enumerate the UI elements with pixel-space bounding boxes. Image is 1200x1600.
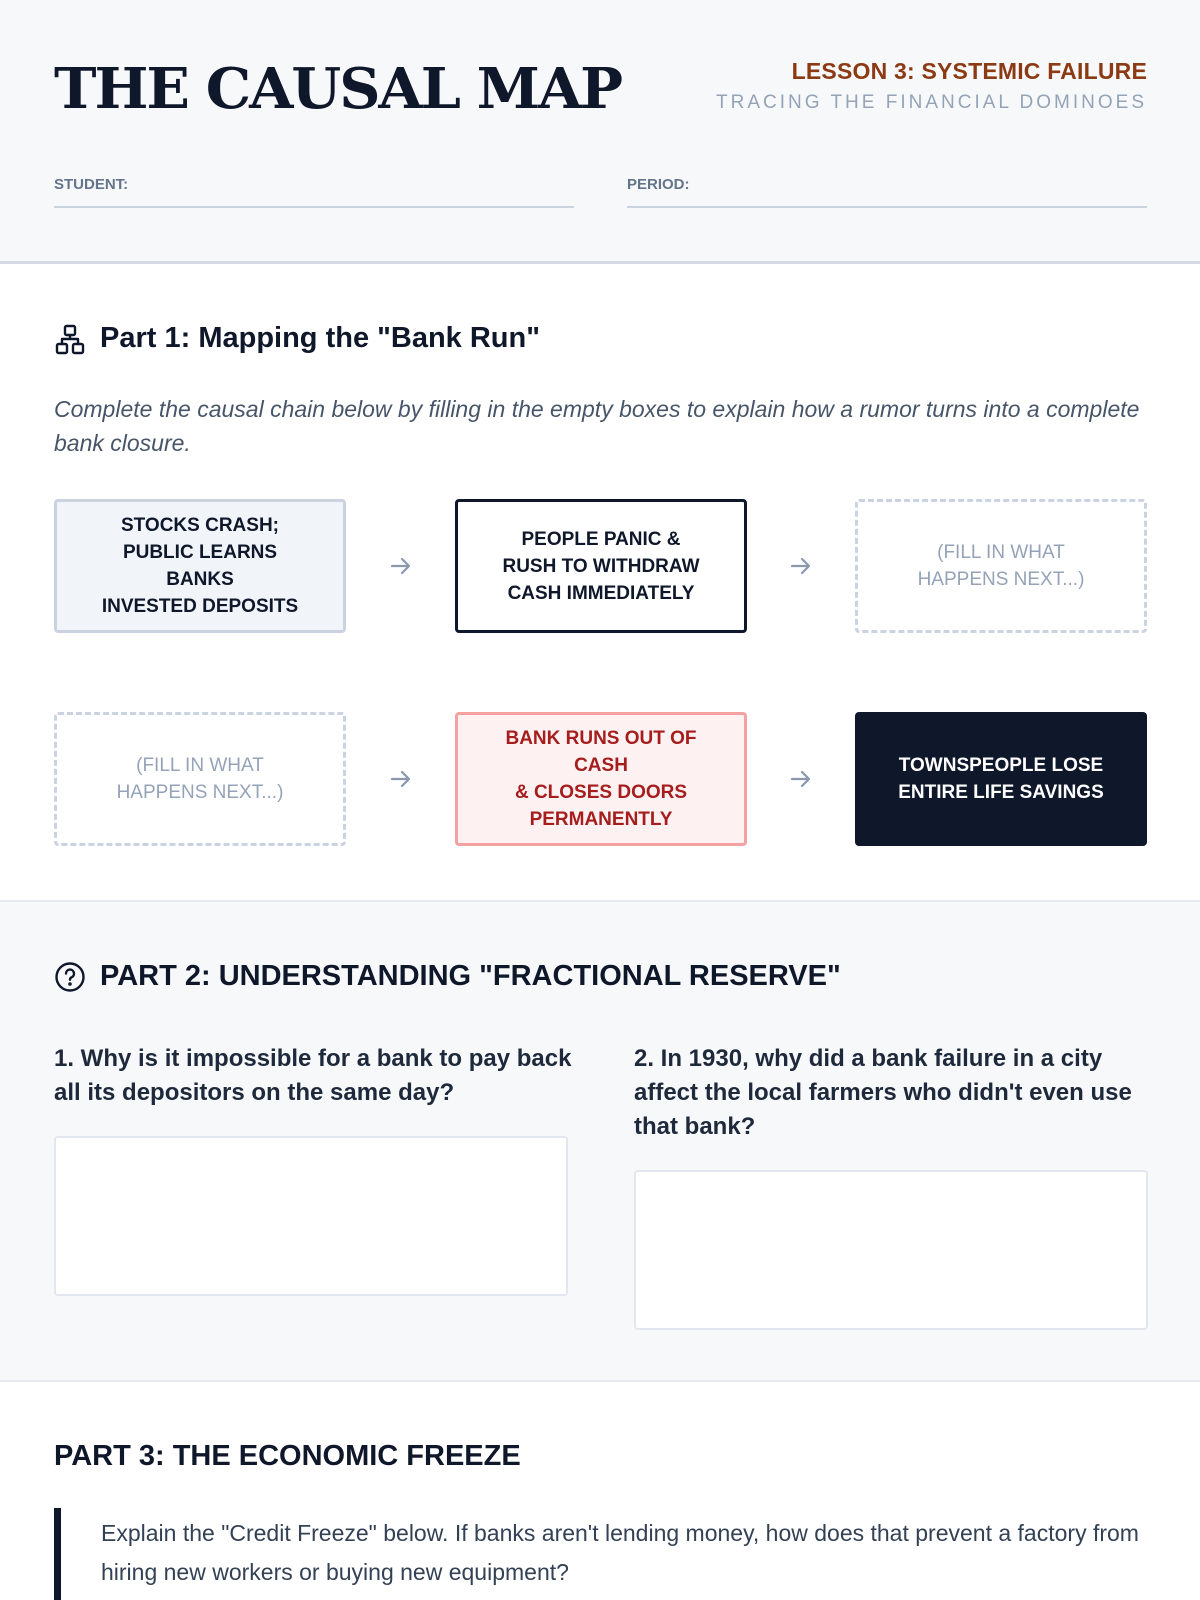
period-label: PERIOD: xyxy=(627,176,690,193)
part1-heading xyxy=(54,322,540,355)
part3-title: PART 3: THE ECONOMIC FREEZE xyxy=(54,1440,521,1472)
chain-step-1: STOCKS CRASH; PUBLIC LEARNS BANKS INVESTED DEPOSITS xyxy=(54,499,346,633)
period-field[interactable] xyxy=(627,176,1147,208)
arrow-right-icon xyxy=(788,766,814,792)
question-1: 1. Why is it impossible for a bank to pay back all its depositors on the same day? xyxy=(54,1045,572,1106)
chain-step-5: BANK RUNS OUT OF CASH & CLOSES DOORS PERMANENTLY xyxy=(455,712,747,846)
answer-box-1[interactable] xyxy=(54,1136,568,1296)
arrow-right-icon xyxy=(388,553,414,579)
part1-title: Part 1: Mapping the "Bank Run" xyxy=(100,322,540,354)
chain-step-4-blank[interactable]: (FILL IN WHAT HAPPENS NEXT...) xyxy=(54,712,346,846)
student-label: STUDENT: xyxy=(54,176,129,193)
part2-title: PART 2: UNDERSTANDING "FRACTIONAL RESERVE" xyxy=(100,960,841,992)
part2-heading xyxy=(54,960,841,993)
part2-section xyxy=(0,900,1200,1382)
part3-prompt: Explain the "Credit Freeze" below. If banks aren't lending money, how does that prevent a factory from hiring new workers or buying new equipment? xyxy=(54,1508,1144,1600)
worksheet-header xyxy=(0,0,1200,264)
lesson-label: LESSON 3: SYSTEMIC FAILURE xyxy=(791,58,1147,84)
student-name-field[interactable] xyxy=(54,176,574,208)
chain-step-6: TOWNSPEOPLE LOSE ENTIRE LIFE SAVINGS xyxy=(855,712,1147,846)
part1-instructions: Complete the causal chain below by filling in the empty boxes to explain how a rumor turns into a complete bank closure. xyxy=(54,396,1140,456)
answer-box-2[interactable] xyxy=(634,1170,1148,1330)
chain-step-2: PEOPLE PANIC & RUSH TO WITHDRAW CASH IMMEDIATELY xyxy=(455,499,747,633)
network-hierarchy-icon xyxy=(54,323,86,355)
chain-step-3-blank[interactable]: (FILL IN WHAT HAPPENS NEXT...) xyxy=(855,499,1147,633)
arrow-right-icon xyxy=(388,766,414,792)
question-2: 2. In 1930, why did a bank failure in a city affect the local farmers who didn't even use that bank? xyxy=(634,1045,1132,1140)
question-circle-icon xyxy=(54,961,86,993)
arrow-right-icon xyxy=(788,553,814,579)
lesson-subtitle: TRACING THE FINANCIAL DOMINOES xyxy=(716,92,1147,113)
page-title: THE CAUSAL MAP xyxy=(54,56,622,122)
